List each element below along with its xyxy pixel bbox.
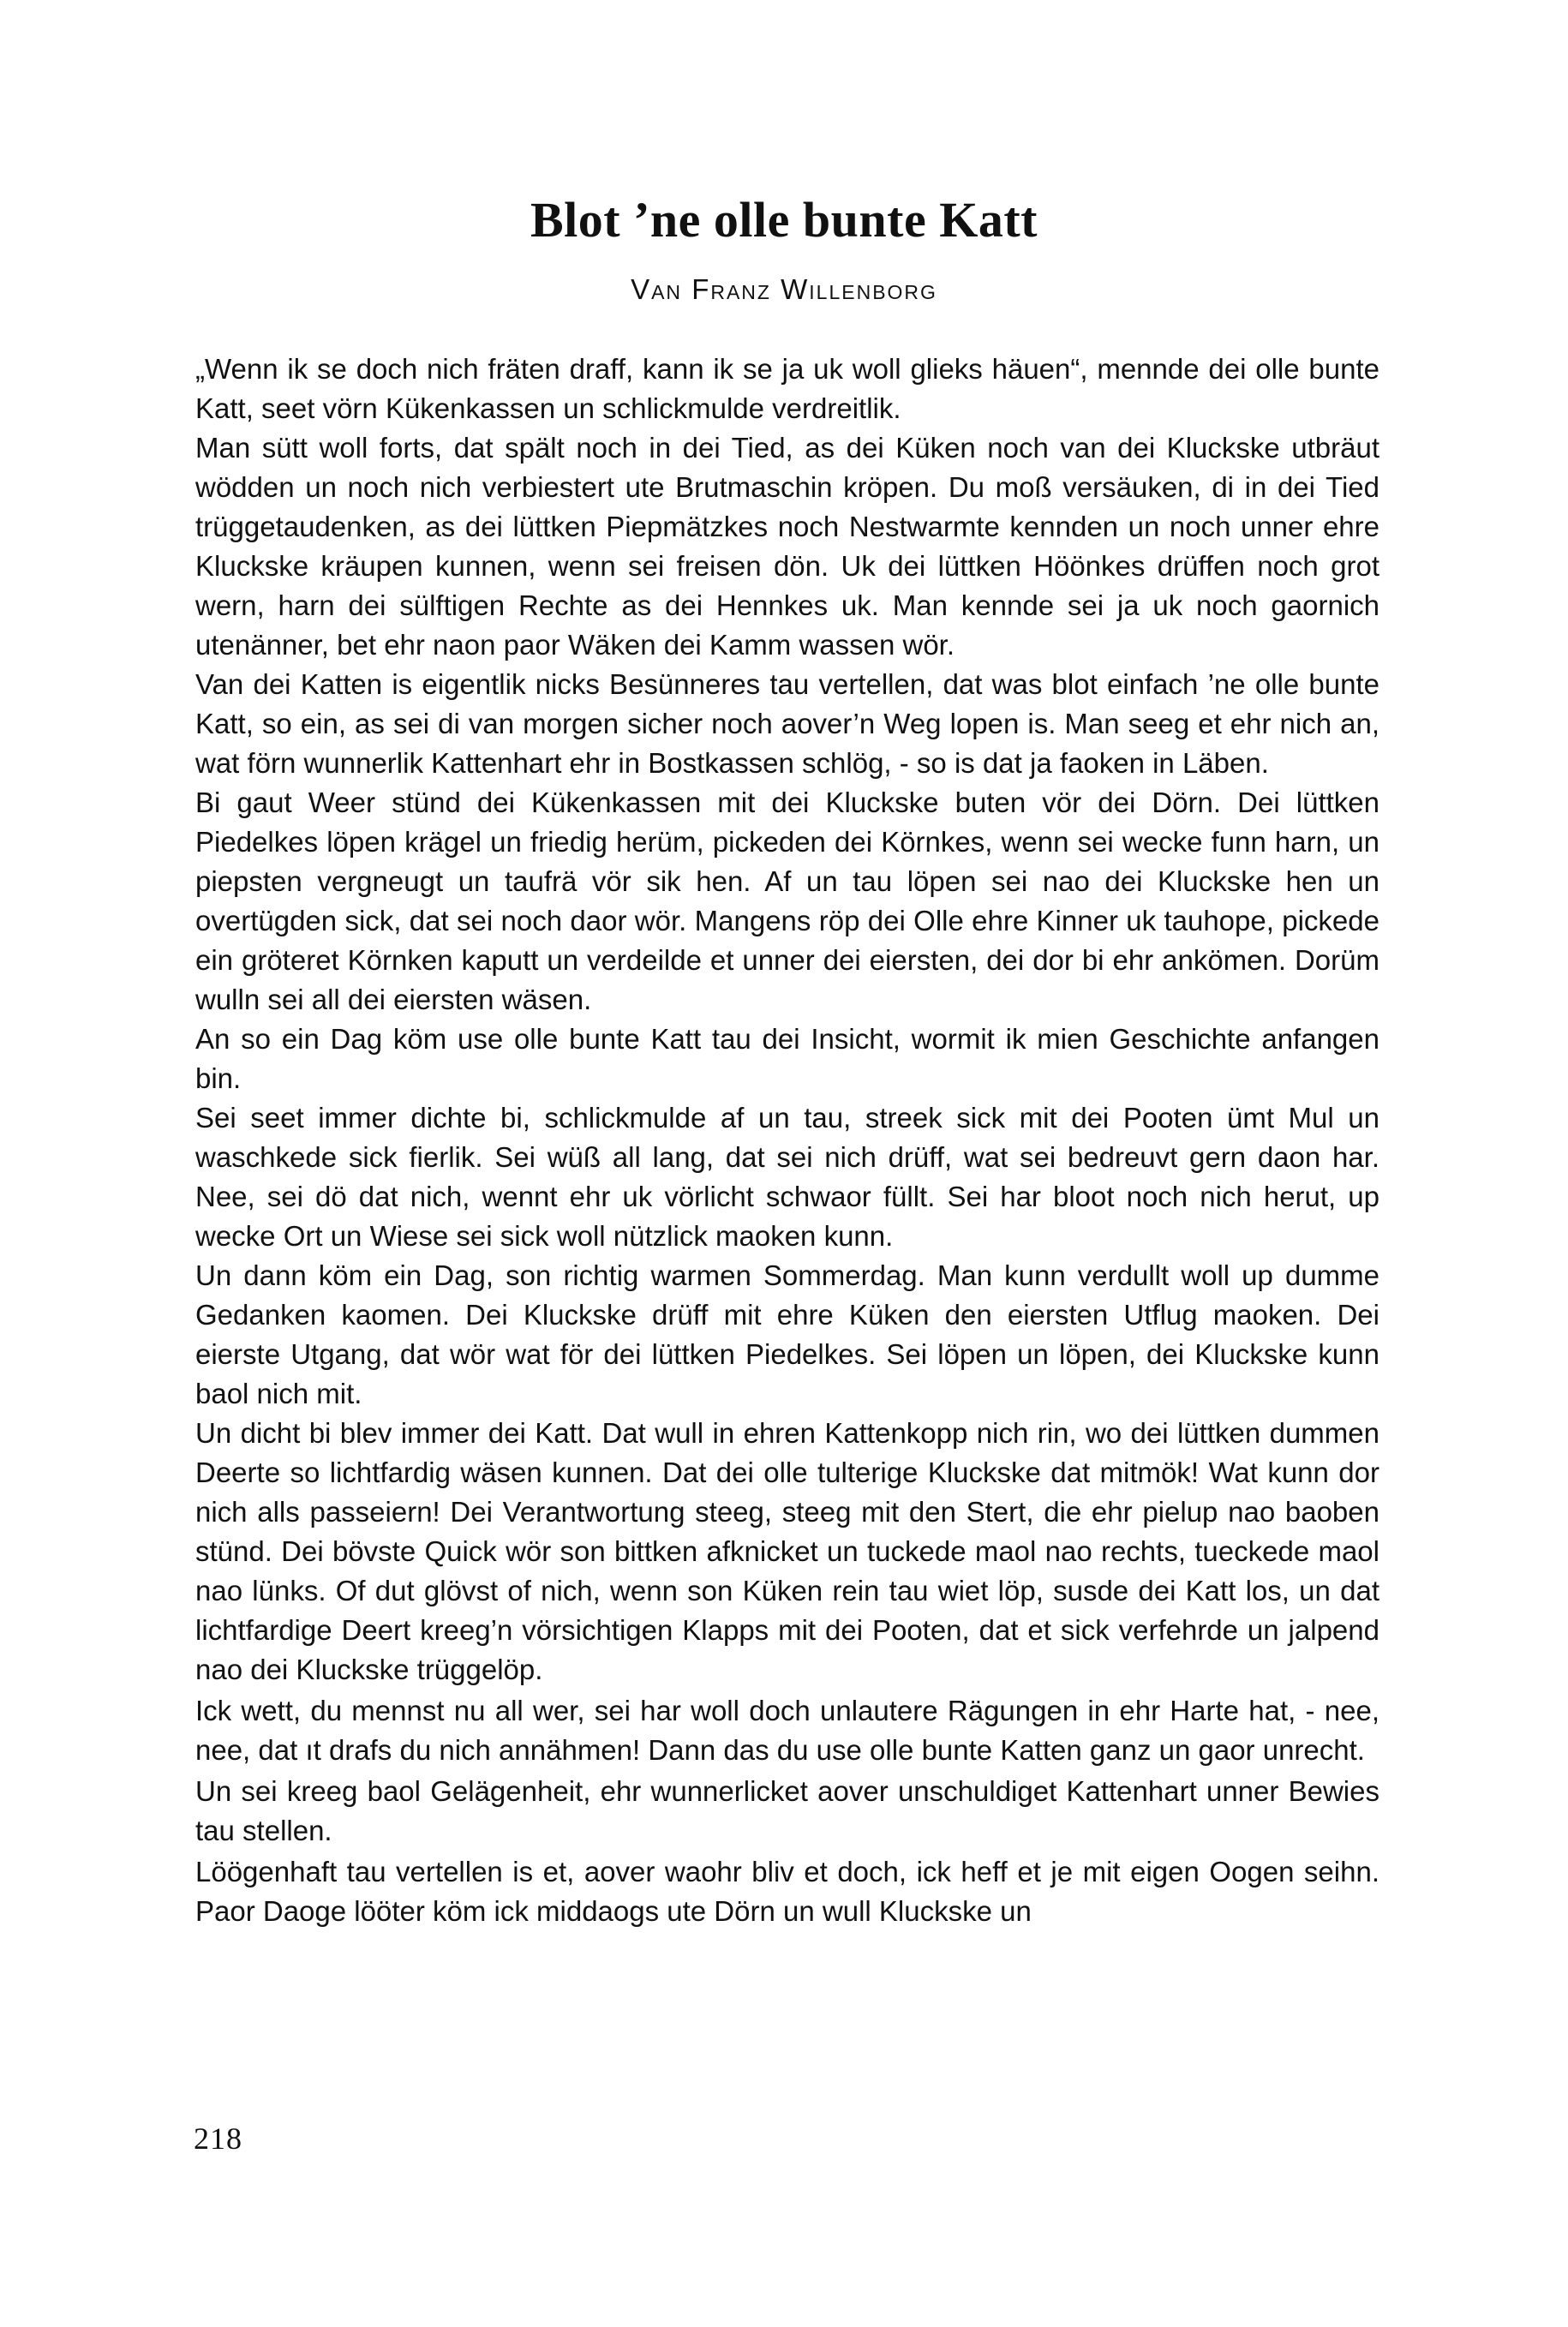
- paragraph: Un sei kreeg baol Gelägenheit, ehr wunnerlicket aover unschuldiget Kattenhart unner Bewies tau stellen.: [195, 1775, 1379, 1846]
- paragraph: Ick wett, du mennst nu all wer, sei har woll doch unlautere Rägungen in ehr Harte hat, - nee, nee, dat ıt drafs du nich annähmen! Dann das du use olle bunte Katten ganz un gaor unrecht.: [195, 1695, 1379, 1766]
- paragraph: Un dann köm ein Dag, son richtig warmen Sommerdag. Man kunn verdullt woll up dumme Gedanken kaomen. Dei Kluckske drüff mit ehre Küken den eiersten Utflug maoken. Dei eierste Utgang, dat wör wat för dei lüttken Piedelkes. Sei löpen un löpen, dei Kluckske kunn baol nich mit.: [195, 1259, 1379, 1409]
- paragraph: Sei seet immer dichte bi, schlickmulde af un tau, streek sick mit dei Pooten ümt Mul un waschkede sick fierlik. Sei wüß all lang, dat sei nich drüff, wat sei bedreuvt gern daon har. Nee, sei dö dat nich, wennt ehr uk vörlicht schwaor füllt. Sei har bloot noch nich herut, up wecke Ort un Wiese sei sick woll nützlick maoken kunn.: [195, 1102, 1379, 1252]
- story-body: [195, 350, 1379, 1931]
- paragraph: „Wenn ik se doch nich fräten draff, kann ik se ja uk woll glieks häuen“, mennde dei olle bunte Katt, seet vörn Kükenkassen un schlickmulde verdreitlik.: [195, 353, 1379, 424]
- story-title: Blot ’ne olle bunte Katt: [530, 192, 1038, 248]
- paragraph: Van dei Katten is eigentlik nicks Besünneres tau vertellen, dat was blot einfach ’ne olle bunte Katt, so ein, as sei di van morgen sicher noch aover’n Weg lopen is. Man seeg et ehr nich an, wat förn wunnerlik Kattenhart ehr in Bostkassen schlög, - so is dat ja faoken in Läben.: [195, 668, 1379, 779]
- paragraph: Man sütt woll forts, dat spält noch in dei Tied, as dei Küken noch van dei Kluckske utbräut wödden un noch nich verbiestert ute Brutmaschin kröpen. Du moß versäuken, di in dei Tied trüggetaudenken, as dei lüttken Piepmätzkes noch Nestwarmte kennden un noch unner ehre Kluckske kräupen kunnen, wenn sei freisen dön. Uk dei lüttken Höönkes drüffen noch grot wern, harn dei sülftigen Rechte as dei Hennkes uk. Man kennde sei ja uk noch gaornich utenänner, bet ehr naon paor Wäken dei Kamm wassen wör.: [195, 432, 1379, 661]
- author-byline: Van Franz Willenborg: [631, 273, 937, 305]
- page-number: 218: [194, 2121, 242, 2156]
- paragraph: Un dicht bi blev immer dei Katt. Dat wull in ehren Kattenkopp nich rin, wo dei lüttken dummen Deerte so lichtfardig wäsen kunnen. Dat dei olle tulterige Kluckske dat mitmök! Wat kunn dor nich alls passeiern! Dei Verantwortung steeg, steeg mit den Stert, die ehr pielup nao baoben stünd. Dei bövste Quick wör son bittken afknicket un tuckede maol nao rechts, tueckede maol nao lünks. Of dut glövst of nich, wenn son Küken rein tau wiet löp, susde dei Katt los, un dat lichtfardige Deert kreeg’n vörsichtigen Klapps mit dei Pooten, dat et sick verfehrde un jalpend nao dei Kluckske trüggelöp.: [195, 1417, 1379, 1685]
- paragraph: Bi gaut Weer stünd dei Kükenkassen mit dei Kluckske buten vör dei Dörn. Dei lüttken Piedelkes löpen krägel un friedig herüm, pickeden dei Körnkes, wenn sei wecke funn harn, un piepsten vergneugt un taufrä vör sik hen. Af un tau löpen sei nao dei Kluckske hen un overtügden sick, dat sei noch daor wör. Mangens röp dei Olle ehre Kinner uk tauhope, pickede ein gröteret Körnken kaputt un verdeilde et unner dei eiersten, dei dor bi ehr ankömen. Dorüm wulln sei all dei eiersten wäsen.: [195, 787, 1379, 1015]
- paragraph: Löögenhaft tau vertellen is et, aover waohr bliv et doch, ick heff et je mit eigen Oogen seihn. Paor Daoge lööter köm ick middaogs ute Dörn un wull Kluckske un: [195, 1856, 1379, 1927]
- paragraph: An so ein Dag köm use olle bunte Katt tau dei Insicht, wormit ik mien Geschichte anfangen bin.: [195, 1023, 1379, 1094]
